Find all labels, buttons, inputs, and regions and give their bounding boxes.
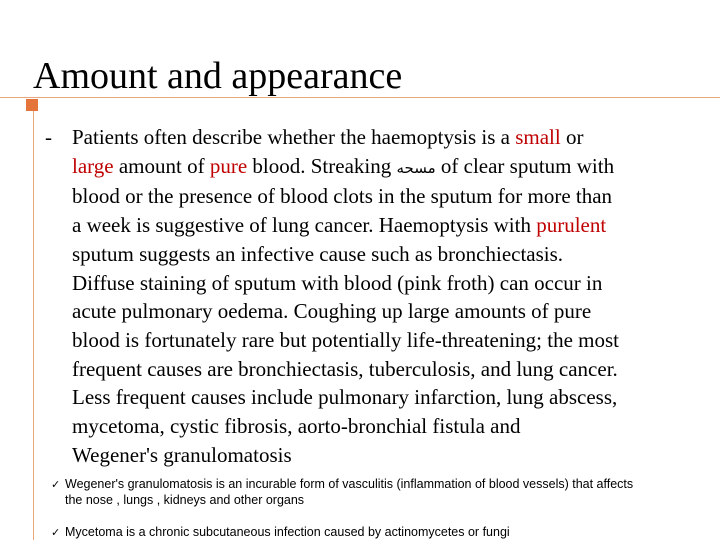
highlight-purulent: purulent	[536, 213, 607, 238]
checkmark-icon: ✓	[51, 526, 61, 539]
highlight-large: large	[72, 153, 114, 178]
paragraph-line: mycetoma, cystic fibrosis, aorto-bronchial fistula and	[72, 414, 521, 439]
text-run: blood. Streaking	[247, 153, 397, 178]
slide-title: Amount and appearance	[33, 55, 403, 97]
footnote-wegener	[51, 476, 711, 508]
checkmark-icon: ✓	[51, 478, 61, 491]
paragraph-line: blood or the presence of blood clots in the sputum for more than	[72, 184, 613, 209]
paragraph-line: Diffuse staining of sputum with blood (pink froth) can occur in	[72, 270, 603, 295]
paragraph-line: sputum suggests an infective cause such as bronchiectasis.	[72, 241, 564, 266]
main-paragraph	[45, 123, 705, 469]
title-divider	[0, 97, 720, 98]
text-run: Patients often describe whether the haemoptysis is a	[72, 125, 516, 149]
dash-marker: -	[45, 125, 52, 149]
highlight-pure: pure	[209, 153, 248, 178]
paragraph-line: frequent causes are bronchiectasis, tuberculosis, and lung cancer.	[72, 356, 618, 381]
text-run: a week is suggestive of lung cancer. Haemoptysis with	[72, 213, 537, 238]
paragraph-line	[45, 123, 705, 152]
paragraph-line	[45, 152, 705, 183]
paragraph-line: Less frequent causes include pulmonary infarction, lung abscess,	[72, 385, 618, 410]
paragraph-line: blood is fortunately rare but potentially life-threatening; the most	[72, 327, 620, 352]
text-run: amount of	[113, 153, 210, 178]
footnote-line: Mycetoma is a chronic subcutaneous infection caused by actinomycetes or fungi	[65, 525, 510, 539]
text-run: of clear sputum with	[435, 153, 615, 178]
footnote-line: Wegener's granulomatosis is an incurable form of vasculitis (inflammation of blood vessels) that affects	[65, 477, 634, 491]
footnotes	[51, 476, 711, 540]
paragraph-line: Wegener's granulomatosis	[72, 442, 292, 467]
left-vertical-rule	[33, 99, 34, 540]
paragraph-line: acute pulmonary oedema. Coughing up large amounts of pure	[72, 299, 592, 324]
arabic-term: مسحه	[396, 158, 436, 177]
text-run: or	[560, 125, 584, 149]
highlight-small: small	[515, 125, 561, 149]
footnote-line: the nose , lungs , kidneys and other organs	[65, 493, 305, 507]
accent-square	[26, 99, 38, 111]
footnote-mycetoma	[51, 524, 711, 540]
paragraph-line	[45, 211, 705, 240]
